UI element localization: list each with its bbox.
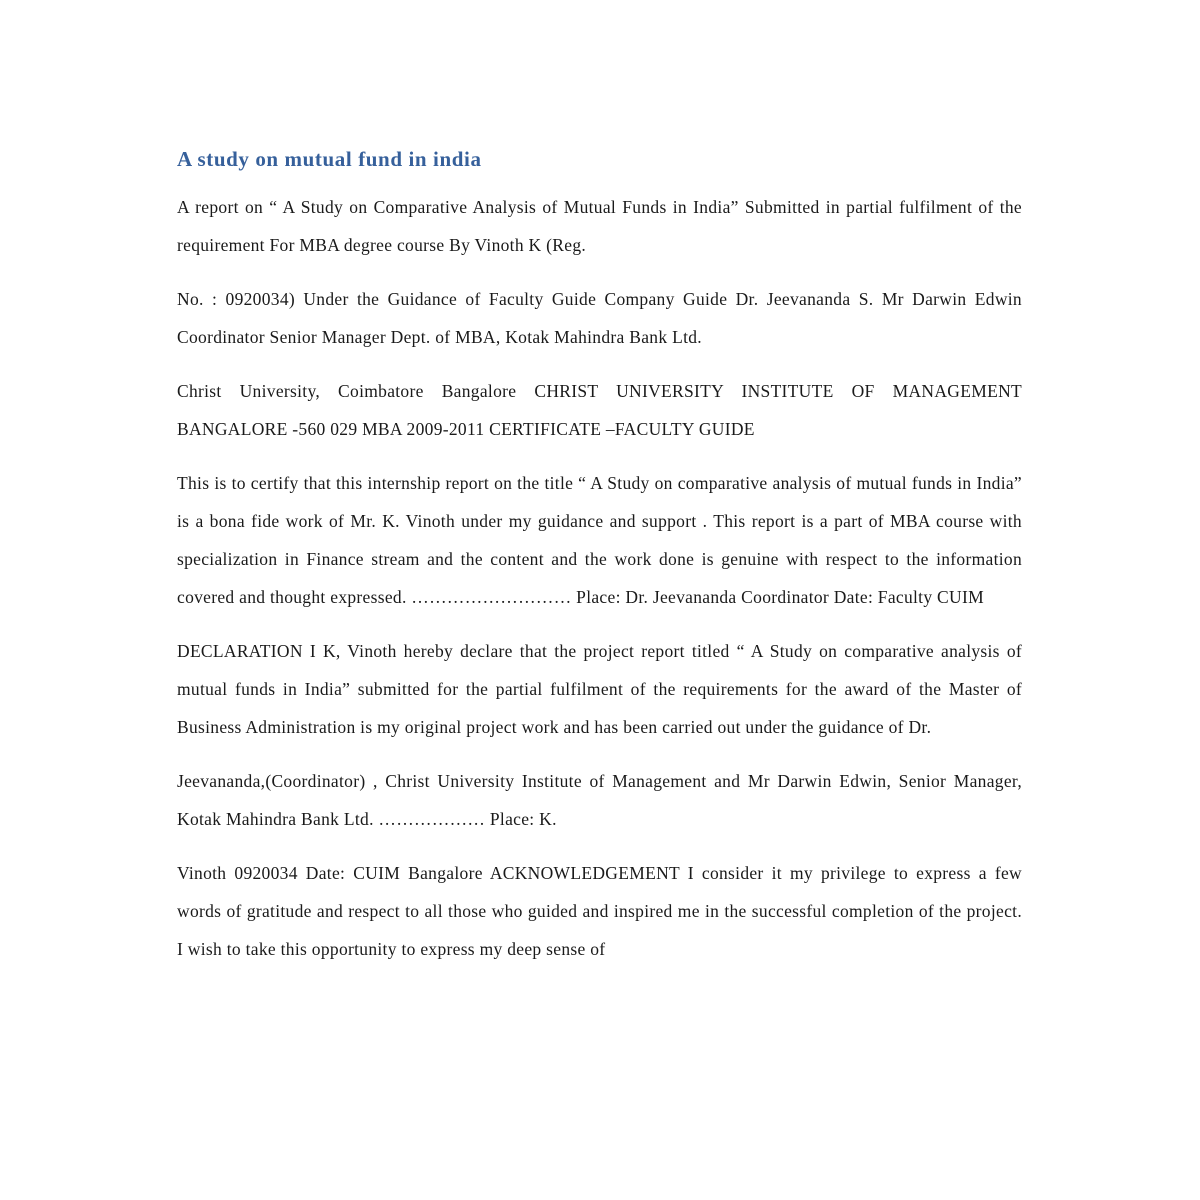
paragraph-declaration-continued: Jeevananda,(Coordinator) , Christ University Institute of Management and Mr Darwin Edwin, Senior Manager, Kotak Mahindra Bank Ltd. ……………… Place: K.	[177, 771, 1022, 829]
paragraph-acknowledgement: Vinoth 0920034 Date: CUIM Bangalore ACKNOWLEDGEMENT I consider it my privilege to express a few words of gratitude and respect to all those who guided and inspired me in the successful completion of the project. I wish to take this opportunity to express my deep sense of	[177, 863, 1022, 959]
document-body	[177, 144, 1022, 984]
paragraph-institution: Christ University, Coimbatore Bangalore CHRIST UNIVERSITY INSTITUTE OF MANAGEMENT BANGALORE -560 029 MBA 2009-2011 CERTIFICATE –FACULTY GUIDE	[177, 381, 1022, 439]
paragraph-certificate: This is to certify that this internship report on the title “ A Study on comparative analysis of mutual funds in India” is a bona fide work of Mr. K. Vinoth under my guidance and support . This report is a part of MBA course with specialization in Finance stream and the content and the work done is genuine with respect to the information covered and thought expressed. ……………………… Place: Dr. Jeevananda Coordinator Date: Faculty CUIM	[177, 473, 1022, 607]
paragraph-declaration: DECLARATION I K, Vinoth hereby declare that the project report titled “ A Study on comparative analysis of mutual funds in India” submitted for the partial fulfilment of the requirements for the award of the Master of Business Administration is my original project work and has been carried out under the guidance of Dr.	[177, 641, 1022, 737]
document-title: A study on mutual fund in india	[177, 147, 482, 171]
paragraph-report-intro: A report on “ A Study on Comparative Analysis of Mutual Funds in India” Submitted in partial fulfilment of the requirement For MBA degree course By Vinoth K (Reg.	[177, 197, 1022, 255]
paragraph-guidance: No. : 0920034) Under the Guidance of Faculty Guide Company Guide Dr. Jeevananda S. Mr Darwin Edwin Coordinator Senior Manager Dept. of MBA, Kotak Mahindra Bank Ltd.	[177, 289, 1022, 347]
